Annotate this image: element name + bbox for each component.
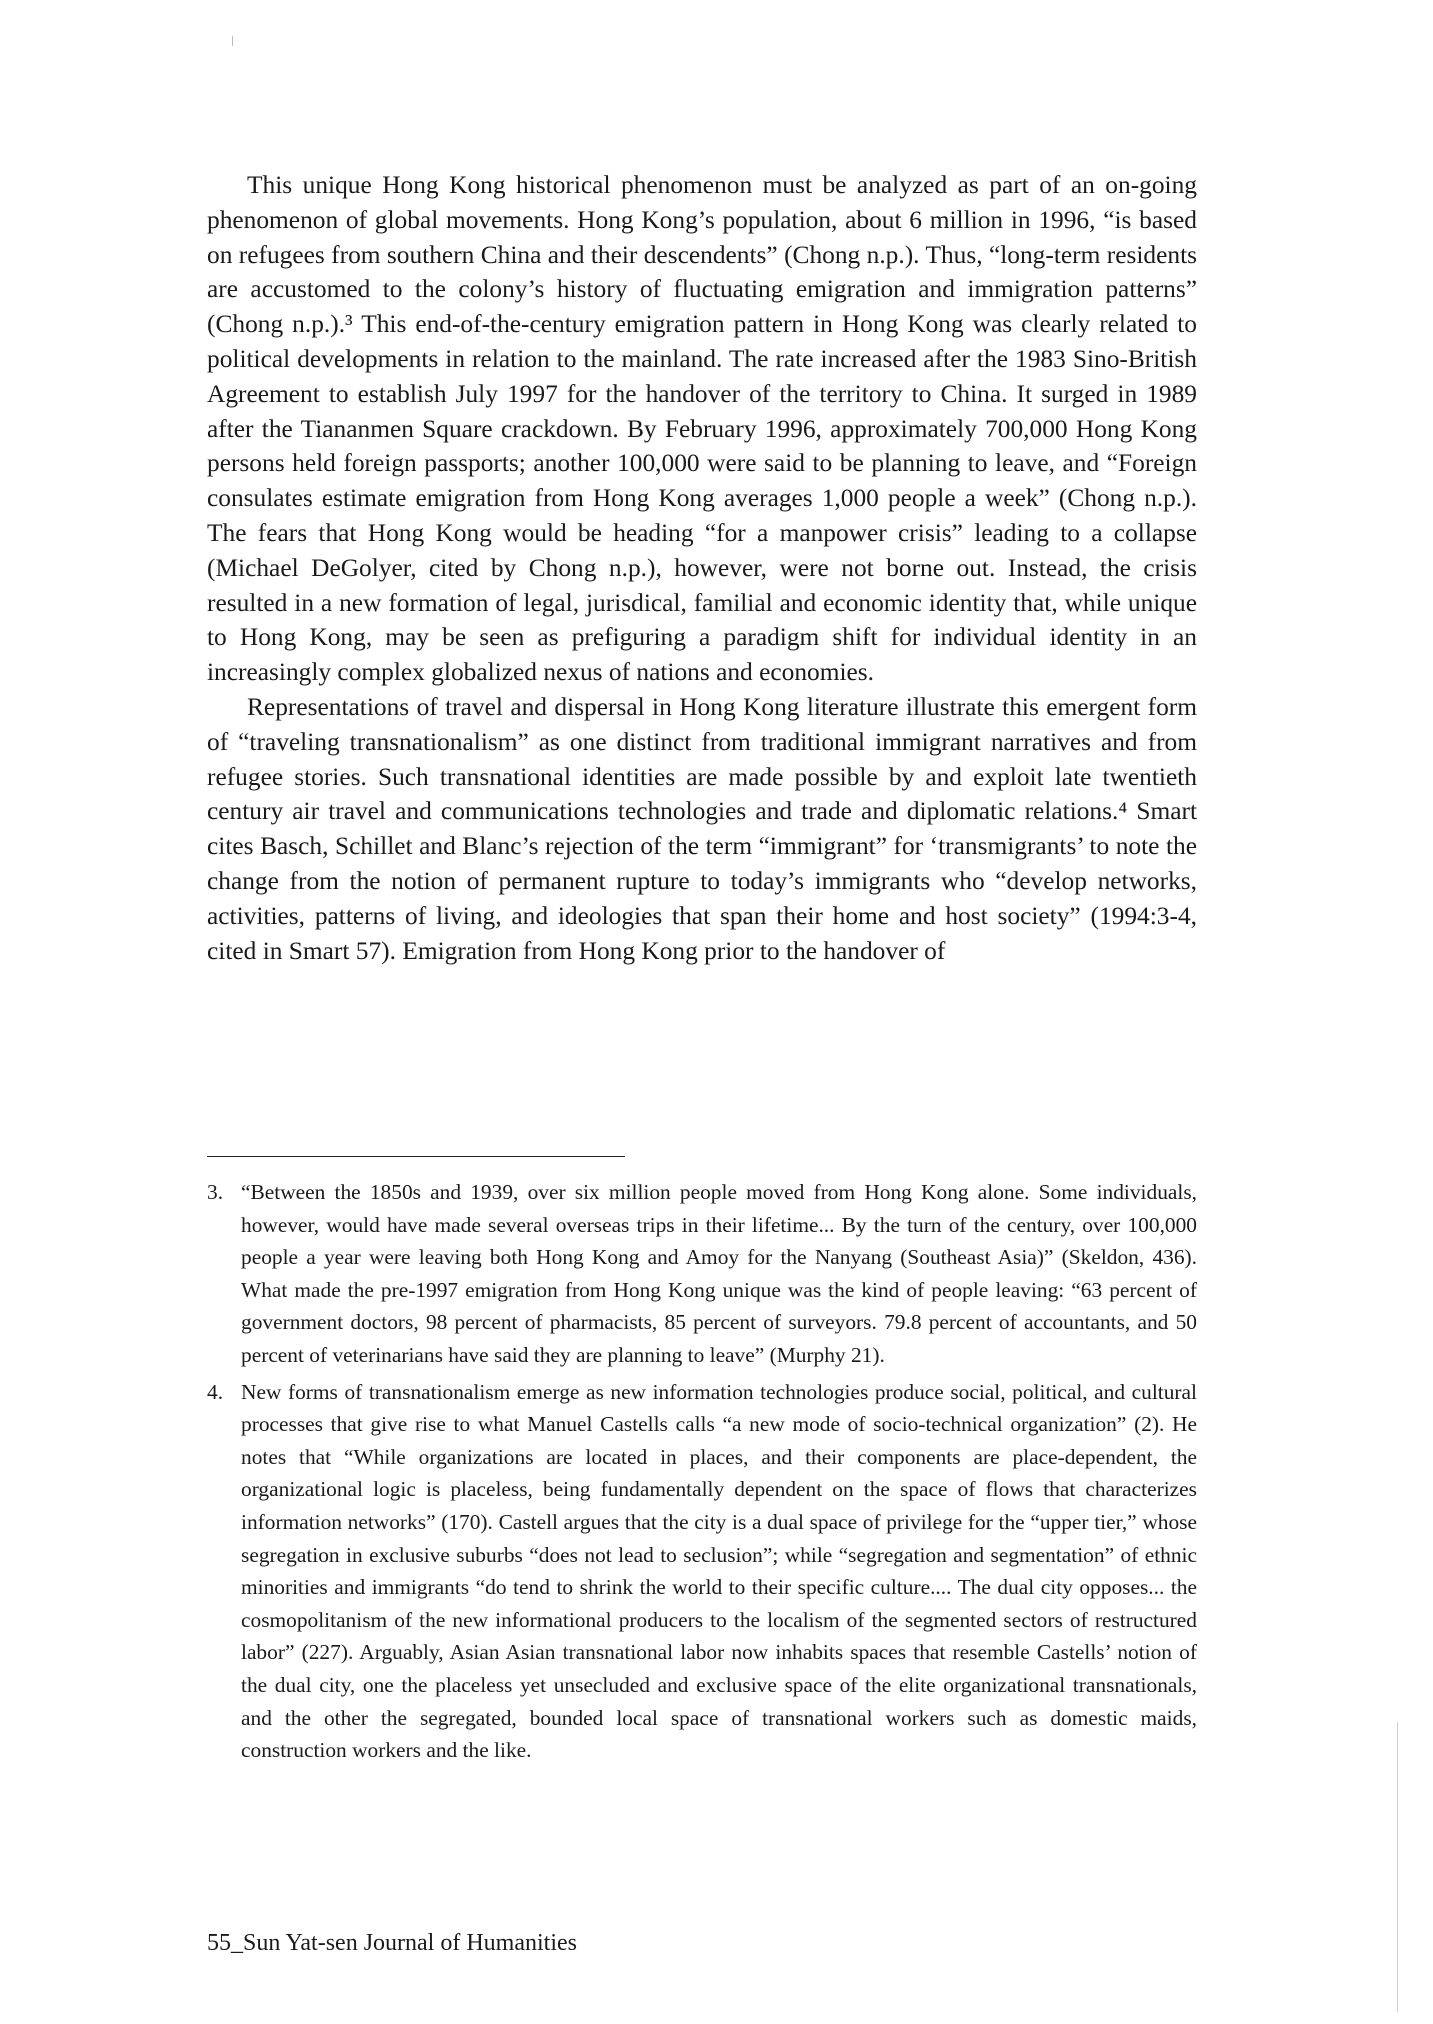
page-footer: 55_Sun Yat-sen Journal of Humanities <box>207 1930 577 1956</box>
footnote-3 <box>207 1176 1197 1372</box>
paragraph-2: Representations of travel and dispersal in Hong Kong literature illustrate this emergent form of “traveling transnationalism” as one distinct from traditional immigrant narratives and from refugee stories. Such transnational identities are made possible by and exploit late twentieth century air travel and communications technologies and trade and diplomatic relations.⁴ Smart cites Basch, Schillet and Blanc’s rejection of the term “immigrant” for ‘transmigrants’ to note the change from the notion of permanent rupture to today’s immigrants who “develop networks, activities, patterns of living, and ideologies that span their home and host society” (1994:3-4, cited in Smart 57). Emigration from Hong Kong prior to the handover of <box>207 692 1197 965</box>
paragraph-1: This unique Hong Kong historical phenomenon must be analyzed as part of an on-going phenomenon of global movements. Hong Kong’s population, about 6 million in 1996, “is based on refugees from southern China and their descendents” (Chong n.p.). Thus, “long-term residents are accustomed to the colony’s history of fluctuating emigration and immigration patterns” (Chong n.p.).³ This end-of-the-century emigration pattern in Hong Kong was clearly related to political developments in relation to the mainland. The rate increased after the 1983 Sino-British Agreement to establish July 1997 for the handover of the territory to China. It surged in 1989 after the Tiananmen Square crackdown. By February 1996, approximately 700,000 Hong Kong persons held foreign passports; another 100,000 were said to be planning to leave, and “Foreign consulates estimate emigration from Hong Kong averages 1,000 people a week” (Chong n.p.). The fears that Hong Kong would be heading “for a manpower crisis” leading to a collapse (Michael DeGolyer, cited by Chong n.p.), however, were not borne out. Instead, the crisis resulted in a new formation of legal, jurisdical, familial and economic identity that, while unique to Hong Kong, may be seen as prefiguring a paradigm shift for individual identity in an increasingly complex globalized nexus of nations and economies. <box>207 171 1197 687</box>
footnote-4 <box>207 1376 1197 1767</box>
footnote-text: “Between the 1850s and 1939, over six million people moved from Hong Kong alone. Some individuals, however, would have made several overseas trips in their lifetime... By the turn of the century, over 100,000 people a year were leaving both Hong Kong and Amoy for the Nanyang (Southeast Asia)” (Skeldon, 436). What made the pre-1997 emigration from Hong Kong unique was the kind of people leaving: “63 percent of government doctors, 98 percent of pharmacists, 85 percent of surveyors. 79.8 percent of accountants, and 50 percent of veterinarians have said they are planning to leave” (Murphy 21). <box>241 1180 1197 1367</box>
footnote-separator <box>207 1156 625 1157</box>
scan-mark-top <box>232 36 233 46</box>
main-text <box>207 168 1197 968</box>
footnote-text: New forms of transnationalism emerge as new information technologies produce social, political, and cultural processes that give rise to what Manuel Castells calls “a new mode of socio-technical organization” (2). He notes that “While organizations are located in places, and their components are place-dependent, the organizational logic is placeless, being fundamentally dependent on the space of flows that characterizes information networks” (170). Castell argues that the city is a dual space of privilege for the “upper tier,” whose segregation in exclusive suburbs “does not lead to seclusion”; while “segregation and segmentation” of ethnic minorities and immigrants “do tend to shrink the world to their specific culture.... The dual city opposes... the cosmopolitanism of the new informational producers to the localism of the segmented sectors of restructured labor” (227). Arguably, Asian Asian transnational labor now inhabits spaces that resemble Castells’ notion of the dual city, one the placeless yet unsecluded and exclusive space of the elite organizational transnationals, and the other the segregated, bounded local space of transnational workers such as domestic maids, construction workers and the like. <box>241 1379 1197 1763</box>
scan-mark-right <box>1397 1722 1398 2012</box>
footnote-number: 3. <box>207 1180 224 1204</box>
footnote-number: 4. <box>207 1379 224 1404</box>
footnotes <box>207 1176 1197 1771</box>
